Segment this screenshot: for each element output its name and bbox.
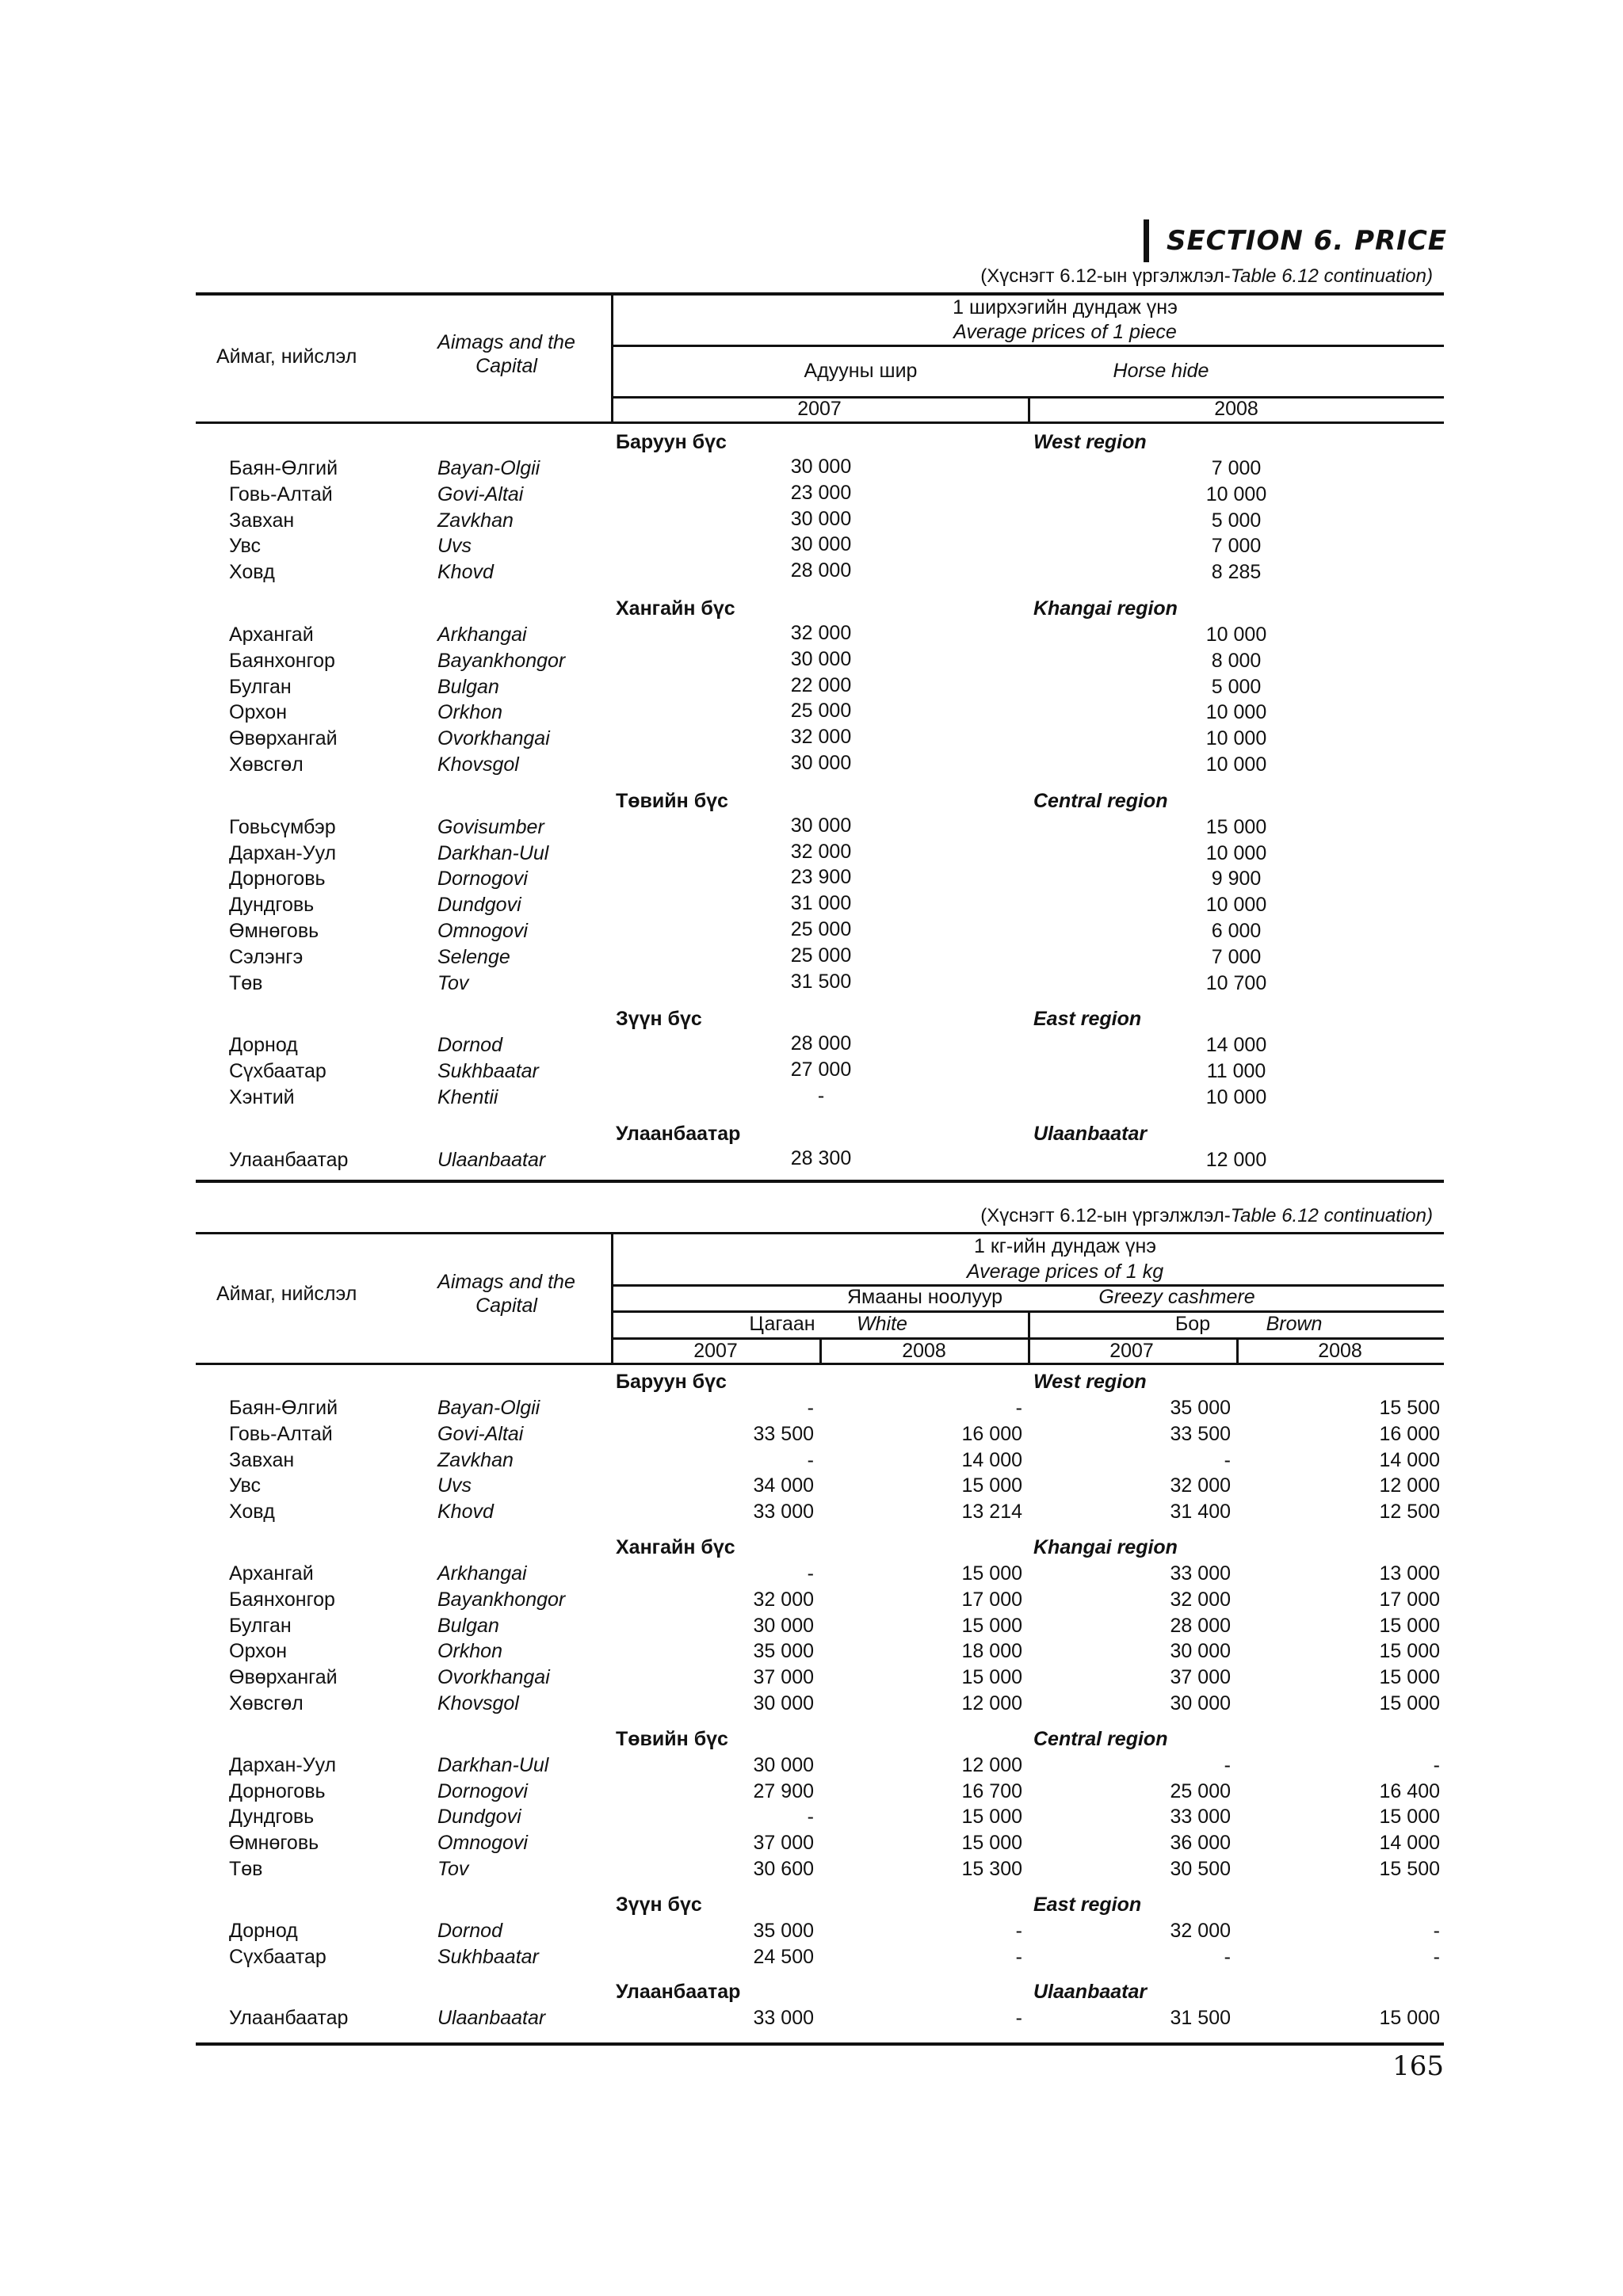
continuation-en: Table 6.12 continuation) [1230, 1205, 1433, 1226]
aimag-name-mn: Дархан-Уул [229, 841, 337, 864]
region-label-mn: Баруун бүс [616, 1371, 727, 1393]
aimag-name-mn: Төв [229, 971, 263, 994]
aimag-name-en: Dornogovi [437, 868, 528, 891]
brown-2007-value: 33 000 [1170, 1806, 1231, 1829]
white-2007-value: 30 000 [753, 1614, 814, 1637]
year-2007: 2007 [797, 398, 842, 420]
value-2008: 10 000 [1205, 1086, 1267, 1108]
region-label-en: Central region [1033, 1727, 1168, 1750]
aimag-name-mn: Говь-Алтай [229, 482, 333, 505]
value-2007: 25 000 [790, 700, 852, 723]
aimag-name-mn: Сүхбаатар [229, 1945, 327, 1968]
aimag-name-mn: Дорнод [229, 1919, 298, 1942]
aimag-name-en: Uvs [437, 535, 472, 558]
value-2007: 28 300 [790, 1146, 852, 1169]
value-2008: 10 000 [1205, 624, 1267, 646]
aimag-name-en: Omnogovi [437, 920, 528, 942]
aimag-name-en: Khovsgol [437, 753, 519, 776]
brown-2007-value: 32 000 [1170, 1919, 1231, 1942]
aimag-name-en: Dornod [437, 1034, 502, 1057]
aimag-name-en: Dundgovi [437, 894, 521, 917]
aimag-name-mn: Өмнөговь [229, 920, 319, 942]
white-2007-value: 32 000 [753, 1588, 814, 1611]
white-2008-value: 18 000 [961, 1640, 1022, 1663]
aimag-name-en: Sukhbaatar [437, 1945, 539, 1968]
header-bottom-rule [196, 421, 1444, 424]
brown-2007-value: 33 500 [1170, 1422, 1231, 1445]
section-header [1144, 219, 1447, 262]
value-2008: 10 000 [1205, 841, 1267, 864]
aimag-name-en: Bayan-Olgii [437, 1397, 540, 1419]
brown-2007-value: 31 500 [1170, 2007, 1231, 2030]
white-2008-value: 15 000 [961, 1806, 1022, 1829]
aimag-name-mn: Хөвсгөл [229, 1692, 304, 1714]
aimag-name-mn: Булган [229, 675, 292, 698]
value-2008: 7 000 [1211, 457, 1262, 479]
aimag-name-mn: Говь-Алтай [229, 1422, 333, 1445]
white-2007-value: - [807, 1397, 814, 1419]
aimag-name-en: Dornogovi [437, 1779, 528, 1802]
title-en: Average prices of 1 kg [966, 1261, 1164, 1283]
value-2008: 5 000 [1211, 675, 1262, 698]
region-label-en: Ulaanbaatar [1033, 1981, 1148, 2004]
white-2008-value: 16 000 [961, 1422, 1022, 1445]
aimag-name-en: Zavkhan [437, 1448, 514, 1471]
aimag-name-mn: Баян-Өлгий [229, 1397, 338, 1419]
aimag-name-mn: Говьсүмбэр [229, 815, 336, 838]
aimag-name-en: Sukhbaatar [437, 1060, 539, 1083]
item-en: Horse hide [1113, 360, 1209, 382]
brown-2007-value: - [1224, 1448, 1231, 1471]
table2-continuation-note [980, 1205, 1433, 1227]
aimag-name-en: Selenge [437, 945, 510, 968]
table-cashmere [196, 1232, 1444, 2046]
aimag-name-mn: Дархан-Уул [229, 1753, 337, 1776]
aimag-name-mn: Архангай [229, 624, 314, 646]
white-2008-value: 15 000 [961, 1832, 1022, 1855]
brown-2007-value: 33 000 [1170, 1562, 1231, 1585]
aimag-name-mn: Өмнөговь [229, 1832, 319, 1855]
white-2007-value: 33 500 [753, 1422, 814, 1445]
brown-2007-value: 28 000 [1170, 1614, 1231, 1637]
value-2007: 32 000 [790, 726, 852, 749]
value-2007: 31 000 [790, 892, 852, 915]
brown-2007-value: 30 000 [1170, 1640, 1231, 1663]
aimag-name-en: Govi-Altai [437, 1422, 524, 1445]
region-label-mn: Улаанбаатар [616, 1981, 741, 2004]
value-2008: 8 000 [1211, 649, 1262, 672]
white-2008-value: 15 000 [961, 1614, 1022, 1637]
brown-2008-value: - [1433, 1753, 1440, 1776]
aimag-name-en: Arkhangai [437, 624, 527, 646]
continuation-mn: (Хүснэгт 6.12-ын үргэлжлэл- [980, 265, 1231, 287]
aimag-name-mn: Дундговь [229, 1806, 315, 1829]
white-2008-value: 17 000 [961, 1588, 1022, 1611]
white-2008-value: - [1015, 1945, 1022, 1968]
value-2007: - [817, 1085, 825, 1107]
header-rule [611, 1284, 1444, 1287]
brown-2008-value: 15 000 [1379, 1806, 1440, 1829]
year-divider [1028, 396, 1030, 423]
aimag-name-en: Bayan-Olgii [437, 457, 540, 479]
white-2007-value: 30 600 [753, 1858, 814, 1880]
aimag-name-mn: Баянхонгор [229, 1588, 335, 1611]
value-2007: 30 000 [790, 814, 852, 837]
brown-2007-value: 32 000 [1170, 1474, 1231, 1497]
region-label-mn: Хангайн бүс [616, 597, 735, 620]
table-bottom-rule [196, 1180, 1444, 1183]
brown-2008-value: - [1433, 1945, 1440, 1968]
aimag-name-mn: Сэлэнгэ [229, 945, 304, 968]
value-2007: 25 000 [790, 918, 852, 940]
white-2008-value: 12 000 [961, 1753, 1022, 1776]
table-top-rule [196, 292, 1444, 296]
item-mn: Адууны шир [804, 360, 918, 382]
brown-2007-value: 30 500 [1170, 1858, 1231, 1880]
white-2008-value: 15 000 [961, 1562, 1022, 1585]
white-2007-value: 30 000 [753, 1753, 814, 1776]
brown-2007-value: 31 400 [1170, 1501, 1231, 1524]
white-mn: Цагаан [749, 1313, 815, 1335]
value-2007: 25 000 [790, 944, 852, 967]
table-horse-hide [196, 292, 1444, 1183]
white-2008-value: - [1015, 2007, 1022, 2030]
aimag-name-en: Uvs [437, 1474, 472, 1497]
brown-2008-value: 15 000 [1379, 1614, 1440, 1637]
year-divider [819, 1337, 822, 1365]
white-2008-value: 12 000 [961, 1692, 1022, 1714]
aimag-name-en: Bulgan [437, 1614, 499, 1637]
value-2007: 30 000 [790, 647, 852, 670]
region-label-en: East region [1033, 1008, 1142, 1031]
aimag-name-mn: Сүхбаатар [229, 1060, 327, 1083]
aimag-name-en: Ovorkhangai [437, 727, 550, 750]
aimag-name-mn: Булган [229, 1614, 292, 1637]
value-2007: 23 900 [790, 866, 852, 889]
aimag-name-en: Darkhan-Uul [437, 841, 549, 864]
aimag-name-en: Tov [437, 1858, 469, 1880]
white-2007-value: - [807, 1806, 814, 1829]
title-en: Average prices of 1 piece [953, 321, 1177, 343]
aimag-name-mn: Увс [229, 535, 261, 558]
aimag-name-mn: Дорноговь [229, 868, 326, 891]
aimag-name-en: Omnogovi [437, 1832, 528, 1855]
value-2007: 30 000 [790, 533, 852, 556]
value-2008: 10 700 [1205, 971, 1267, 994]
brown-2007-value: - [1224, 1945, 1231, 1968]
year-white-2007: 2007 [693, 1340, 738, 1362]
value-2008: 7 000 [1211, 535, 1262, 558]
aimag-name-mn: Улаанбаатар [229, 1148, 349, 1171]
brown-2008-value: 15 000 [1379, 1666, 1440, 1689]
white-2008-value: 15 300 [961, 1858, 1022, 1880]
value-2008: 15 000 [1205, 815, 1267, 838]
white-2007-value: 37 000 [753, 1832, 814, 1855]
table1-continuation-note [980, 265, 1433, 288]
aimag-name-mn: Хөвсгөл [229, 753, 304, 776]
year-2008: 2008 [1214, 398, 1258, 420]
value-2007: 30 000 [790, 752, 852, 774]
aimag-name-mn: Увс [229, 1474, 261, 1497]
aimag-name-en: Orkhon [437, 701, 502, 724]
section-bar [1144, 219, 1149, 262]
value-2007: 32 000 [790, 840, 852, 863]
value-2008: 5 000 [1211, 509, 1262, 532]
region-label-mn: Хангайн бүс [616, 1536, 735, 1558]
aimag-name-en: Ulaanbaatar [437, 1148, 546, 1171]
aimag-name-mn: Ховд [229, 561, 275, 584]
brown-2008-value: 16 400 [1379, 1779, 1440, 1802]
aimag-name-mn: Завхан [229, 1448, 295, 1471]
region-label-en: West region [1033, 431, 1147, 453]
value-2007: 28 000 [790, 559, 852, 582]
brown-2008-value: - [1433, 1919, 1440, 1942]
value-2007: 27 000 [790, 1058, 852, 1081]
brown-2007-value: 37 000 [1170, 1666, 1231, 1689]
white-2007-value: 30 000 [753, 1692, 814, 1714]
aimag-name-mn: Ховд [229, 1501, 275, 1524]
year-divider [1236, 1337, 1239, 1365]
value-2008: 6 000 [1211, 920, 1262, 942]
aimag-name-en: Bulgan [437, 675, 499, 698]
year-brown-2007: 2007 [1109, 1340, 1154, 1362]
aimag-name-mn: Улаанбаатар [229, 2007, 349, 2030]
col-aimag-en: Aimags and the Capital [437, 1271, 575, 1317]
value-2007: 30 000 [790, 456, 852, 478]
aimag-name-mn: Дорнод [229, 1034, 298, 1057]
aimag-name-en: Govisumber [437, 815, 544, 838]
brown-2008-value: 15 000 [1379, 2007, 1440, 2030]
brown-en: Brown [1266, 1313, 1323, 1335]
value-2007: 28 000 [790, 1032, 852, 1055]
white-2007-value: 35 000 [753, 1640, 814, 1663]
item-en: Greezy cashmere [1098, 1286, 1255, 1308]
region-label-mn: Зүүн бүс [616, 1893, 702, 1916]
aimag-name-en: Bayankhongor [437, 1588, 566, 1611]
value-2008: 8 285 [1211, 561, 1262, 584]
region-label-mn: Баруун бүс [616, 431, 727, 453]
header-rule [611, 345, 1444, 347]
aimag-name-en: Tov [437, 971, 469, 994]
aimag-name-mn: Завхан [229, 509, 295, 532]
header-bottom-rule [196, 1363, 1444, 1365]
white-2007-value: 33 000 [753, 2007, 814, 2030]
page-number: 165 [1392, 2050, 1444, 2082]
aimag-name-en: Zavkhan [437, 509, 514, 532]
value-2008: 10 000 [1205, 894, 1267, 917]
region-label-en: Khangai region [1033, 1536, 1178, 1558]
white-2007-value: 35 000 [753, 1919, 814, 1942]
white-2007-value: 37 000 [753, 1666, 814, 1689]
value-2008: 10 000 [1205, 753, 1267, 776]
value-2008: 7 000 [1211, 945, 1262, 968]
aimag-name-mn: Архангай [229, 1562, 314, 1585]
white-2007-value: - [807, 1448, 814, 1471]
table-bottom-rule [196, 2042, 1444, 2046]
year-brown-2008: 2008 [1318, 1340, 1362, 1362]
brown-2008-value: 15 500 [1379, 1397, 1440, 1419]
white-2007-value: 33 000 [753, 1501, 814, 1524]
aimag-name-en: Bayankhongor [437, 649, 566, 672]
col-aimag-mn: Аймаг, нийслэл [216, 1283, 357, 1305]
aimag-name-mn: Дундговь [229, 894, 315, 917]
brown-2008-value: 14 000 [1379, 1448, 1440, 1471]
header-divider [611, 292, 613, 423]
aimag-name-en: Khovd [437, 1501, 494, 1524]
brown-2008-value: 15 000 [1379, 1640, 1440, 1663]
value-2008: 11 000 [1206, 1060, 1266, 1083]
aimag-name-en: Darkhan-Uul [437, 1753, 549, 1776]
table-top-rule [196, 1232, 1444, 1234]
brown-2008-value: 12 000 [1379, 1474, 1440, 1497]
region-label-mn: Зүүн бүс [616, 1008, 702, 1031]
aimag-name-mn: Өвөрхангай [229, 1666, 338, 1689]
aimag-name-en: Govi-Altai [437, 482, 524, 505]
aimag-name-en: Khentii [437, 1086, 498, 1108]
value-2008: 12 000 [1205, 1148, 1267, 1171]
brown-2008-value: 15 500 [1379, 1858, 1440, 1880]
continuation-en: Table 6.12 continuation) [1230, 265, 1433, 287]
header-divider [611, 1232, 613, 1365]
region-label-mn: Төвийн бүс [616, 789, 728, 812]
value-2007: 30 000 [790, 507, 852, 530]
brown-2008-value: 16 000 [1379, 1422, 1440, 1445]
col-aimag-en: Aimags and the Capital [437, 331, 575, 377]
aimag-name-mn: Өвөрхангай [229, 727, 338, 750]
aimag-name-mn: Баян-Өлгий [229, 457, 338, 479]
brown-2008-value: 17 000 [1379, 1588, 1440, 1611]
brown-2007-value: 25 000 [1170, 1779, 1231, 1802]
item-mn: Ямааны ноолуур [846, 1286, 1003, 1308]
value-2007: 22 000 [790, 673, 852, 696]
aimag-name-mn: Баянхонгор [229, 649, 335, 672]
value-2008: 10 000 [1205, 701, 1267, 724]
region-label-en: Ulaanbaatar [1033, 1122, 1148, 1145]
region-label-en: West region [1033, 1371, 1147, 1393]
aimag-name-mn: Орхон [229, 1640, 287, 1663]
brown-2008-value: 15 000 [1379, 1692, 1440, 1714]
section-title: SECTION 6. PRICE [1166, 225, 1447, 257]
aimag-name-mn: Төв [229, 1858, 263, 1880]
brown-2007-value: 35 000 [1170, 1397, 1231, 1419]
region-label-en: East region [1033, 1893, 1142, 1916]
white-2007-value: 24 500 [753, 1945, 814, 1968]
title-mn: 1 ширхэгийн дундаж үнэ [953, 296, 1178, 318]
year-white-2008: 2008 [902, 1340, 946, 1362]
aimag-name-en: Khovd [437, 561, 494, 584]
white-en: White [857, 1313, 907, 1335]
continuation-mn: (Хүснэгт 6.12-ын үргэлжлэл- [980, 1205, 1231, 1226]
aimag-name-en: Khovsgol [437, 1692, 519, 1714]
white-2007-value: 27 900 [753, 1779, 814, 1802]
aimag-name-en: Dornod [437, 1919, 502, 1942]
value-2007: 32 000 [790, 622, 852, 644]
white-2008-value: 15 000 [961, 1474, 1022, 1497]
region-label-en: Central region [1033, 789, 1168, 812]
brown-2008-value: 12 500 [1379, 1501, 1440, 1524]
brown-2008-value: 13 000 [1379, 1562, 1440, 1585]
region-label-en: Khangai region [1033, 597, 1178, 620]
aimag-name-en: Ulaanbaatar [437, 2007, 546, 2030]
title-mn: 1 кг-ийн дундаж үнэ [973, 1235, 1157, 1257]
aimag-name-en: Ovorkhangai [437, 1666, 550, 1689]
region-label-mn: Төвийн бүс [616, 1727, 728, 1750]
aimag-name-mn: Дорноговь [229, 1779, 326, 1802]
region-label-mn: Улаанбаатар [616, 1122, 741, 1145]
brown-2008-value: 14 000 [1379, 1832, 1440, 1855]
value-2008: 9 900 [1211, 868, 1262, 891]
white-2008-value: 14 000 [961, 1448, 1022, 1471]
value-2007: 23 000 [790, 481, 852, 504]
value-2008: 14 000 [1205, 1034, 1267, 1057]
white-2008-value: - [1015, 1919, 1022, 1942]
brown-2007-value: 36 000 [1170, 1832, 1231, 1855]
white-2008-value: 16 700 [961, 1779, 1022, 1802]
value-2007: 31 500 [790, 970, 852, 993]
white-2007-value: 34 000 [753, 1474, 814, 1497]
white-2008-value: 15 000 [961, 1666, 1022, 1689]
aimag-name-en: Arkhangai [437, 1562, 527, 1585]
white-2008-value: - [1015, 1397, 1022, 1419]
white-2008-value: 13 214 [961, 1501, 1022, 1524]
white-2007-value: - [807, 1562, 814, 1585]
aimag-name-mn: Хэнтий [229, 1086, 295, 1108]
aimag-name-en: Orkhon [437, 1640, 502, 1663]
aimag-name-mn: Орхон [229, 701, 287, 724]
brown-2007-value: 32 000 [1170, 1588, 1231, 1611]
brown-mn: Бор [1174, 1313, 1211, 1335]
brown-2007-value: - [1224, 1753, 1231, 1776]
value-2008: 10 000 [1205, 727, 1267, 750]
col-aimag-mn: Аймаг, нийслэл [216, 345, 357, 368]
brown-2007-value: 30 000 [1170, 1692, 1231, 1714]
value-2008: 10 000 [1205, 482, 1267, 505]
aimag-name-en: Dundgovi [437, 1806, 521, 1829]
